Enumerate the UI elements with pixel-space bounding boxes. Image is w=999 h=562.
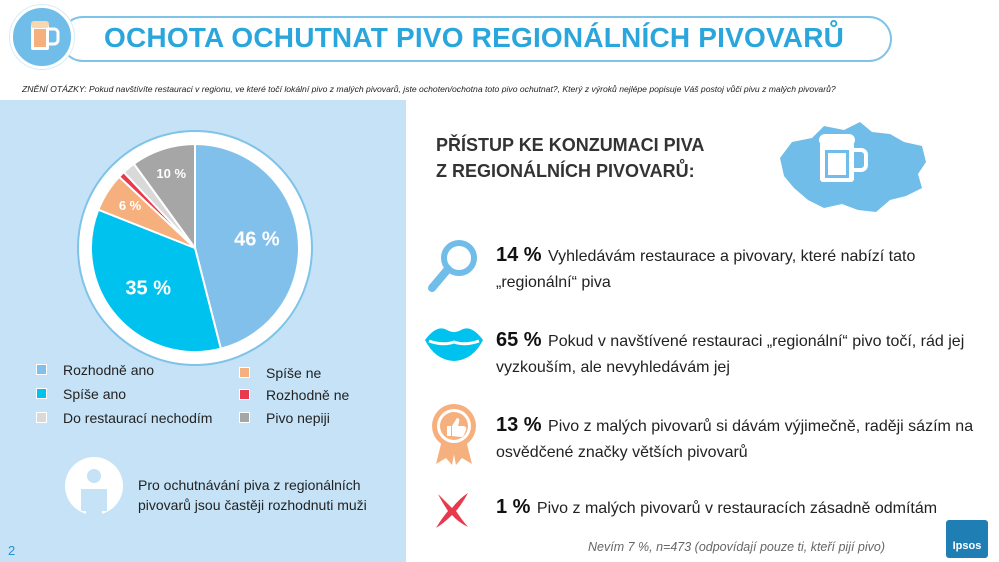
footnote: Nevím 7 %, n=473 (odpovídají pouze ti, kteří pijí pivo): [588, 540, 886, 554]
czech-map-icon: [772, 112, 932, 220]
statement-text: Vyhledávám restaurace a pivovary, které nabízí tato „regionální“ piva: [496, 248, 916, 291]
legend-swatch: [239, 367, 250, 378]
legend-label: Rozhodně ano: [63, 362, 155, 378]
statement-text: Pivo z malých pivovarů v restauracích zásadně odmítám: [536, 500, 938, 517]
red-cross-icon: [432, 490, 472, 530]
statement-percent: 1 %: [496, 496, 531, 518]
statement-percent: 65 %: [496, 329, 542, 351]
legend-swatch: [239, 412, 250, 423]
legend-label: Rozhodně ne: [266, 387, 350, 403]
statement-text: Pivo z malých pivovarů si dávám výjimečně, raději sázím na osvědčené značky větších pivovarů: [496, 418, 974, 461]
magnifier-icon: [426, 238, 480, 296]
legend-swatch: [239, 389, 250, 400]
ipsos-logo-text: Ipsos: [952, 540, 982, 552]
beer-mug-icon: [10, 5, 74, 69]
statement-percent: 13 %: [496, 414, 542, 436]
legend-label: Spíše ano: [63, 386, 127, 402]
pie-chart: [75, 128, 315, 368]
page-number: 2: [8, 543, 16, 558]
legend-label: Pivo nepiji: [266, 410, 330, 426]
statement-row: [496, 327, 976, 381]
men-note: Pro ochutnávání piva z regionálních pivovarů jsou častěji rozhodnuti muži: [138, 477, 367, 513]
man-icon: [63, 455, 125, 537]
statement-text: Pokud v navštívené restauraci „regionální“ pivo točí, rád jej vyzkouším, ale nevyhledávám jej: [496, 333, 965, 376]
legend-swatch: [36, 412, 47, 423]
legend-label: Spíše ne: [266, 365, 322, 381]
page-title: OCHOTA OCHUTNAT PIVO REGIONÁLNÍCH PIVOVARŮ: [104, 22, 845, 53]
statement-row: [496, 494, 976, 522]
section-title-line2: Z REGIONÁLNÍCH PIVOVARŮ:: [436, 161, 695, 181]
legend-swatch: [36, 388, 47, 399]
legend-label: Do restaurací nechodím: [63, 410, 213, 426]
section-title-line1: PŘÍSTUP KE KONZUMACI PIVA: [436, 135, 705, 155]
ipsos-logo: [946, 520, 988, 558]
section-title: [436, 132, 736, 184]
statement-row: [496, 412, 976, 466]
pie-label-1: 35 %: [125, 277, 171, 300]
pie-label-2: 6 %: [118, 198, 142, 214]
question-text: ZNĚNÍ OTÁZKY: Pokud navštívíte restauraci v regionu, ve které točí lokální pivo z malých pivovarů, jste ochoten/ochotna toto pivo ochutnat?, Který z výroků nejlépe popisuje Váš postoj vůči pivu z malých pivovarů?: [22, 84, 836, 94]
pie-label-0: 46 %: [234, 228, 280, 251]
lips-icon: [423, 324, 485, 364]
pie-label-5: 10 %: [156, 166, 187, 182]
statement-row: [496, 242, 976, 296]
thumbs-up-badge-icon: [428, 402, 480, 466]
legend-swatch: [36, 364, 47, 375]
statement-percent: 14 %: [496, 244, 542, 266]
